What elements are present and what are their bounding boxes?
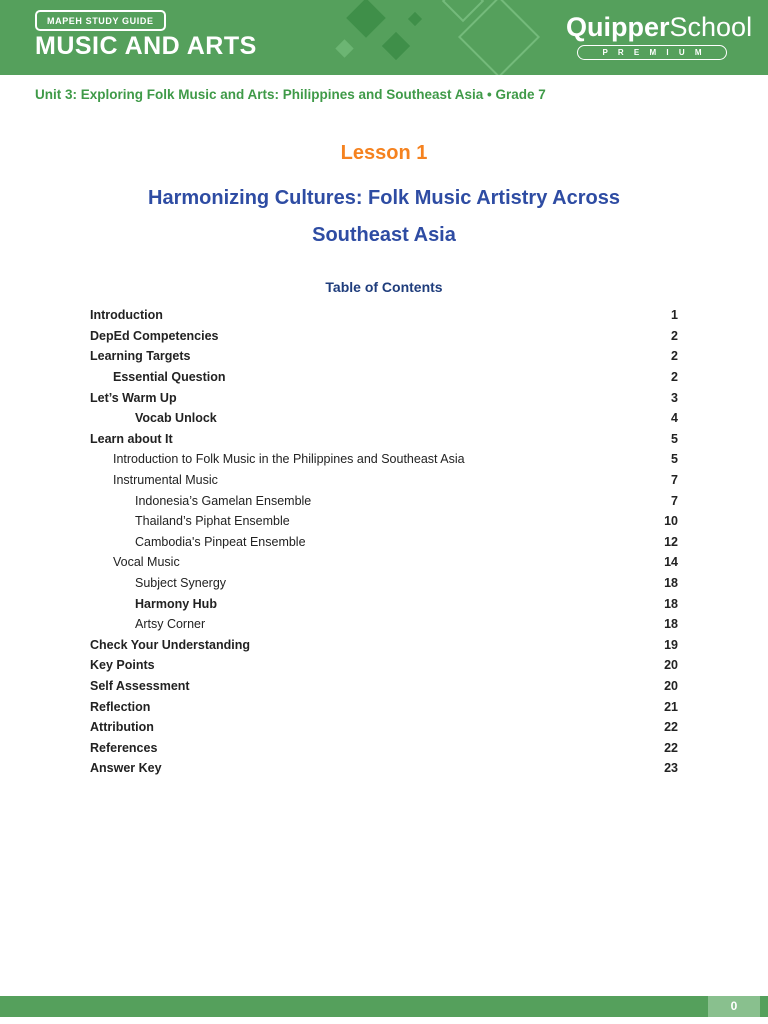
toc-item-page: 1	[671, 308, 678, 323]
toc-item-label: Introduction to Folk Music in the Philippines and Southeast Asia	[113, 452, 465, 467]
toc-item-page: 4	[671, 411, 678, 426]
toc-row	[90, 305, 678, 326]
toc-row	[90, 326, 678, 347]
toc-item-label: Attribution	[90, 720, 154, 735]
toc-item-label: Essential Question	[113, 370, 226, 385]
brand-logo	[566, 12, 753, 60]
toc-item-page: 12	[664, 534, 678, 549]
lesson-title: Harmonizing Cultures: Folk Music Artistry Across Southeast Asia	[148, 187, 620, 246]
lesson-label: Lesson 1	[340, 142, 428, 164]
toc-item-label: Thailand’s Piphat Ensemble	[135, 514, 290, 529]
toc-item-label: Vocab Unlock	[135, 411, 217, 426]
toc-item-page: 14	[664, 555, 678, 570]
toc-row	[90, 346, 678, 367]
toc-row	[90, 470, 678, 491]
brand-name-part2: School	[669, 12, 753, 42]
brand-name-part1: Quipper	[566, 12, 670, 42]
toc-item-page: 7	[671, 493, 678, 508]
toc-item-label: Cambodia's Pinpeat Ensemble	[135, 534, 306, 549]
toc-item-label: References	[90, 740, 158, 755]
toc-row	[90, 429, 678, 450]
toc-row	[90, 717, 678, 738]
toc-item-page: 7	[671, 473, 678, 488]
unit-subtitle: Unit 3: Exploring Folk Music and Arts: Philippines and Southeast Asia • Grade 7	[35, 87, 546, 102]
toc-list	[90, 305, 678, 779]
toc-item-page: 2	[671, 328, 678, 343]
toc-item-label: Let’s Warm Up	[90, 390, 177, 405]
toc-item-page: 10	[664, 514, 678, 529]
toc-row	[90, 573, 678, 594]
toc-row	[90, 552, 678, 573]
toc-item-label: Key Points	[90, 658, 155, 673]
toc-item-label: Instrumental Music	[113, 473, 218, 488]
toc-title: Table of Contents	[325, 279, 443, 295]
toc-row	[90, 387, 678, 408]
toc-item-page: 20	[664, 678, 678, 693]
footer-page-number: 0	[708, 996, 760, 1017]
toc-item-label: DepEd Competencies	[90, 328, 219, 343]
toc-item-label: Learn about It	[90, 431, 173, 446]
toc-item-page: 5	[671, 431, 678, 446]
toc-item-label: Self Assessment	[90, 678, 190, 693]
diamond-decoration-icon	[382, 32, 410, 60]
toc-item-label: Introduction	[90, 308, 163, 323]
toc-item-page: 18	[664, 576, 678, 591]
toc-row	[90, 676, 678, 697]
toc-item-page: 21	[664, 699, 678, 714]
toc-item-page: 22	[664, 740, 678, 755]
toc-row	[90, 655, 678, 676]
toc-item-label: Reflection	[90, 699, 151, 714]
brand-wordmark	[566, 12, 753, 42]
toc-row	[90, 367, 678, 388]
toc-row	[90, 593, 678, 614]
toc-row	[90, 758, 678, 779]
toc-row	[90, 532, 678, 553]
toc-item-page: 3	[671, 390, 678, 405]
toc-item-page: 23	[664, 761, 678, 776]
toc-row	[90, 614, 678, 635]
toc-item-label: Check Your Understanding	[90, 637, 250, 652]
toc-item-label: Vocal Music	[113, 555, 180, 570]
study-guide-badge: MAPEH STUDY GUIDE	[35, 10, 166, 31]
header-banner	[0, 0, 768, 75]
toc-row	[90, 449, 678, 470]
diamond-decoration-icon	[335, 39, 353, 57]
toc-row	[90, 408, 678, 429]
toc-item-page: 2	[671, 370, 678, 385]
toc-row	[90, 696, 678, 717]
premium-badge: P R E M I U M	[577, 45, 727, 60]
toc-item-page: 18	[664, 596, 678, 611]
diamond-decoration-icon	[408, 12, 422, 26]
toc-item-label: Artsy Corner	[135, 617, 206, 632]
toc-item-label: Harmony Hub	[135, 596, 217, 611]
toc-item-label: Indonesia’s Gamelan Ensemble	[135, 493, 312, 508]
diamond-decoration-icon	[346, 0, 386, 38]
toc-row	[90, 490, 678, 511]
toc-item-page: 19	[664, 637, 678, 652]
toc-item-label: Answer Key	[90, 761, 162, 776]
footer-bar	[0, 996, 768, 1017]
toc-item-page: 22	[664, 720, 678, 735]
toc-row	[90, 511, 678, 532]
toc-item-page: 2	[671, 349, 678, 364]
toc-item-label: Subject Synergy	[135, 576, 227, 591]
toc-row	[90, 635, 678, 656]
toc-item-page: 18	[664, 617, 678, 632]
toc-item-page: 20	[664, 658, 678, 673]
toc-item-label: Learning Targets	[90, 349, 191, 364]
subject-title: MUSIC AND ARTS	[35, 32, 257, 60]
toc-item-page: 5	[671, 452, 678, 467]
toc-row	[90, 737, 678, 758]
